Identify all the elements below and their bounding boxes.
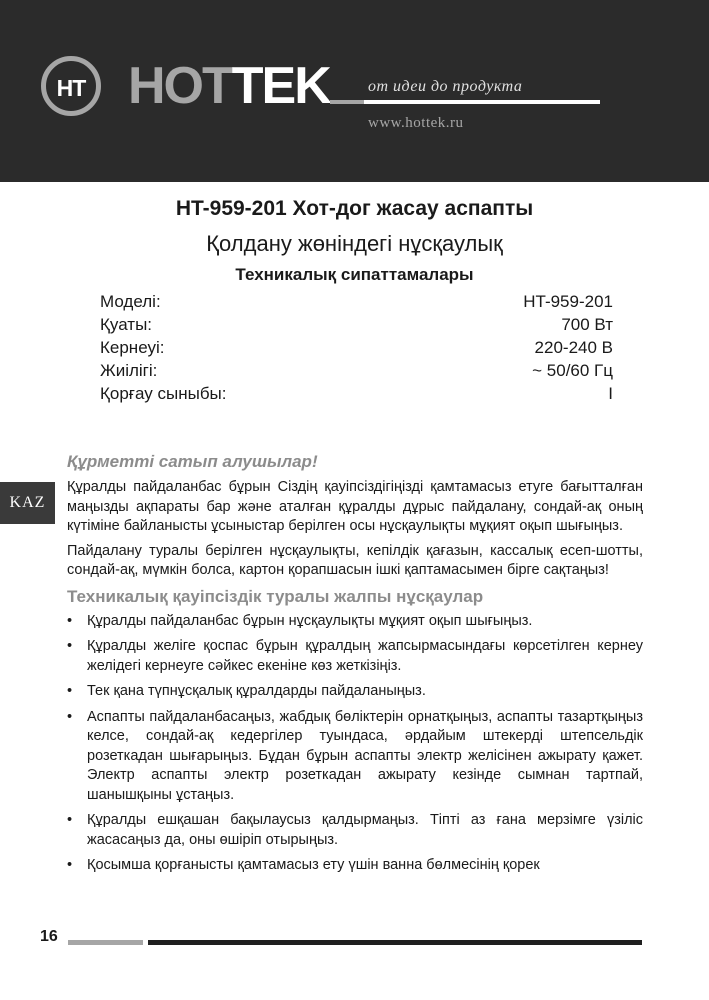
- spec-value: I: [608, 384, 613, 403]
- slogan-underline-white: [364, 100, 600, 104]
- header-banner: [0, 0, 709, 182]
- logo-mark: HT: [56, 75, 86, 101]
- bullet-icon: •: [67, 857, 73, 873]
- specs-heading: Техникалық сипаттамалары: [235, 265, 474, 284]
- list-item-text: Аспапты пайдаланбасаңыз, жабдық бөліктерін орнатқыңыз, аспапты тазартқыңыз келсе, сондай-ақ кедергілер туындаса, әрдайым штекерді штепсельдік розеткадан шығарыңыз. Бұдан бұрын аспапты электр желісінен ажырату қажет. Электр аспапты электр розеткадан ажырату кезінде сымнан тартпай, шанышқыны ұстаңыз.: [87, 708, 643, 803]
- bullet-icon: •: [67, 638, 73, 654]
- list-item-text: Тек қана түпнұсқалық құралдарды пайдаланыңыз.: [87, 683, 426, 699]
- brand-part-1: HOT: [128, 57, 232, 115]
- list-item: [67, 682, 643, 702]
- list-item: [67, 708, 643, 806]
- footer-rule-grey: [68, 940, 143, 945]
- spec-row: [100, 313, 613, 336]
- spec-label: Жиілігі:: [100, 361, 158, 380]
- list-item-text: Құралды желіге қоспас бұрын құралдың жапсырмасындағы көрсетілген кернеу желідегі кернеуге сәйкес екеніне көз жеткізіңіз.: [87, 638, 643, 674]
- spec-value: HT-959-201: [523, 292, 613, 311]
- list-item: [67, 612, 643, 632]
- spec-label: Моделі:: [100, 292, 161, 311]
- slogan-underline-grey: [330, 100, 364, 104]
- spec-label: Қорғау сыныбы:: [100, 384, 227, 403]
- specs-table: [100, 290, 613, 405]
- spec-value: 700 Вт: [561, 315, 613, 334]
- greeting-heading: Құрметті сатып алушылар!: [67, 452, 318, 471]
- logo-icon: [41, 56, 101, 116]
- list-item-text: Құралды ешқашан бақылаусыз қалдырмаңыз. Тіпті аз ғана мерзімге үзіліс жасасаңыз да, оны өшіріп отырыңыз.: [87, 812, 643, 848]
- safety-list: [67, 612, 643, 876]
- bullet-icon: •: [67, 812, 73, 828]
- list-item: [67, 856, 643, 876]
- list-item: [67, 637, 643, 676]
- footer-rule-black: [148, 940, 642, 945]
- list-item-text: Құралды пайдаланбас бұрын нұсқаулықты мұқият оқып шығыңыз.: [87, 612, 533, 629]
- spec-label: Кернеуі:: [100, 338, 165, 357]
- bullet-icon: •: [67, 708, 73, 725]
- spec-value: 220-240 В: [534, 338, 613, 357]
- document-subtitle: Қолдану жөніндегі нұсқаулық: [206, 231, 503, 256]
- spec-row: [100, 359, 613, 382]
- safety-heading: Техникалық қауіпсіздік туралы жалпы нұсқаулар: [67, 586, 484, 606]
- spec-value: ~ 50/60 Гц: [532, 361, 613, 380]
- list-item-text: Қосымша қорғанысты қамтамасыз ету үшін ванна бөлмесінің қорек: [87, 857, 540, 873]
- language-tab: KAZ: [0, 482, 55, 524]
- document-title: HT-959-201 Хот-дог жасау аспапты: [175, 197, 534, 220]
- intro-paragraph: Пайдалану туралы берілген нұсқаулықты, кепілдік қағазын, кассалық есеп-шотты, сондай-ақ, мүмкін болса, картон қорапшасын ішкі қаптамасымен бірге сақтаңыз!: [67, 542, 643, 578]
- spec-row: [100, 290, 613, 313]
- list-item: [67, 811, 643, 850]
- website-text: www.hottek.ru: [368, 115, 464, 131]
- spec-row: [100, 336, 613, 359]
- bullet-icon: •: [67, 612, 73, 629]
- intro-paragraph: Құралды пайдаланбас бұрын Сіздің қауіпсіздігіңізді қамтамасыз етуге бағытталған маңызды ақпараты бар және аталған құралды дұрыс пайдалану, сондай-ақ оның күтіміне байланысты ұсыныстар берілген осы нұсқаулықты мұқият оқып шығыңыз.: [67, 479, 643, 534]
- bullet-icon: •: [67, 683, 73, 699]
- body-content: [67, 450, 643, 882]
- slogan: от идеи до продукта: [368, 78, 523, 95]
- brand-part-2: TEK: [231, 57, 330, 115]
- brand-logotype: [128, 57, 330, 115]
- spec-row: [100, 382, 613, 405]
- page-number: 16: [40, 928, 58, 945]
- spec-label: Қуаты:: [100, 315, 153, 334]
